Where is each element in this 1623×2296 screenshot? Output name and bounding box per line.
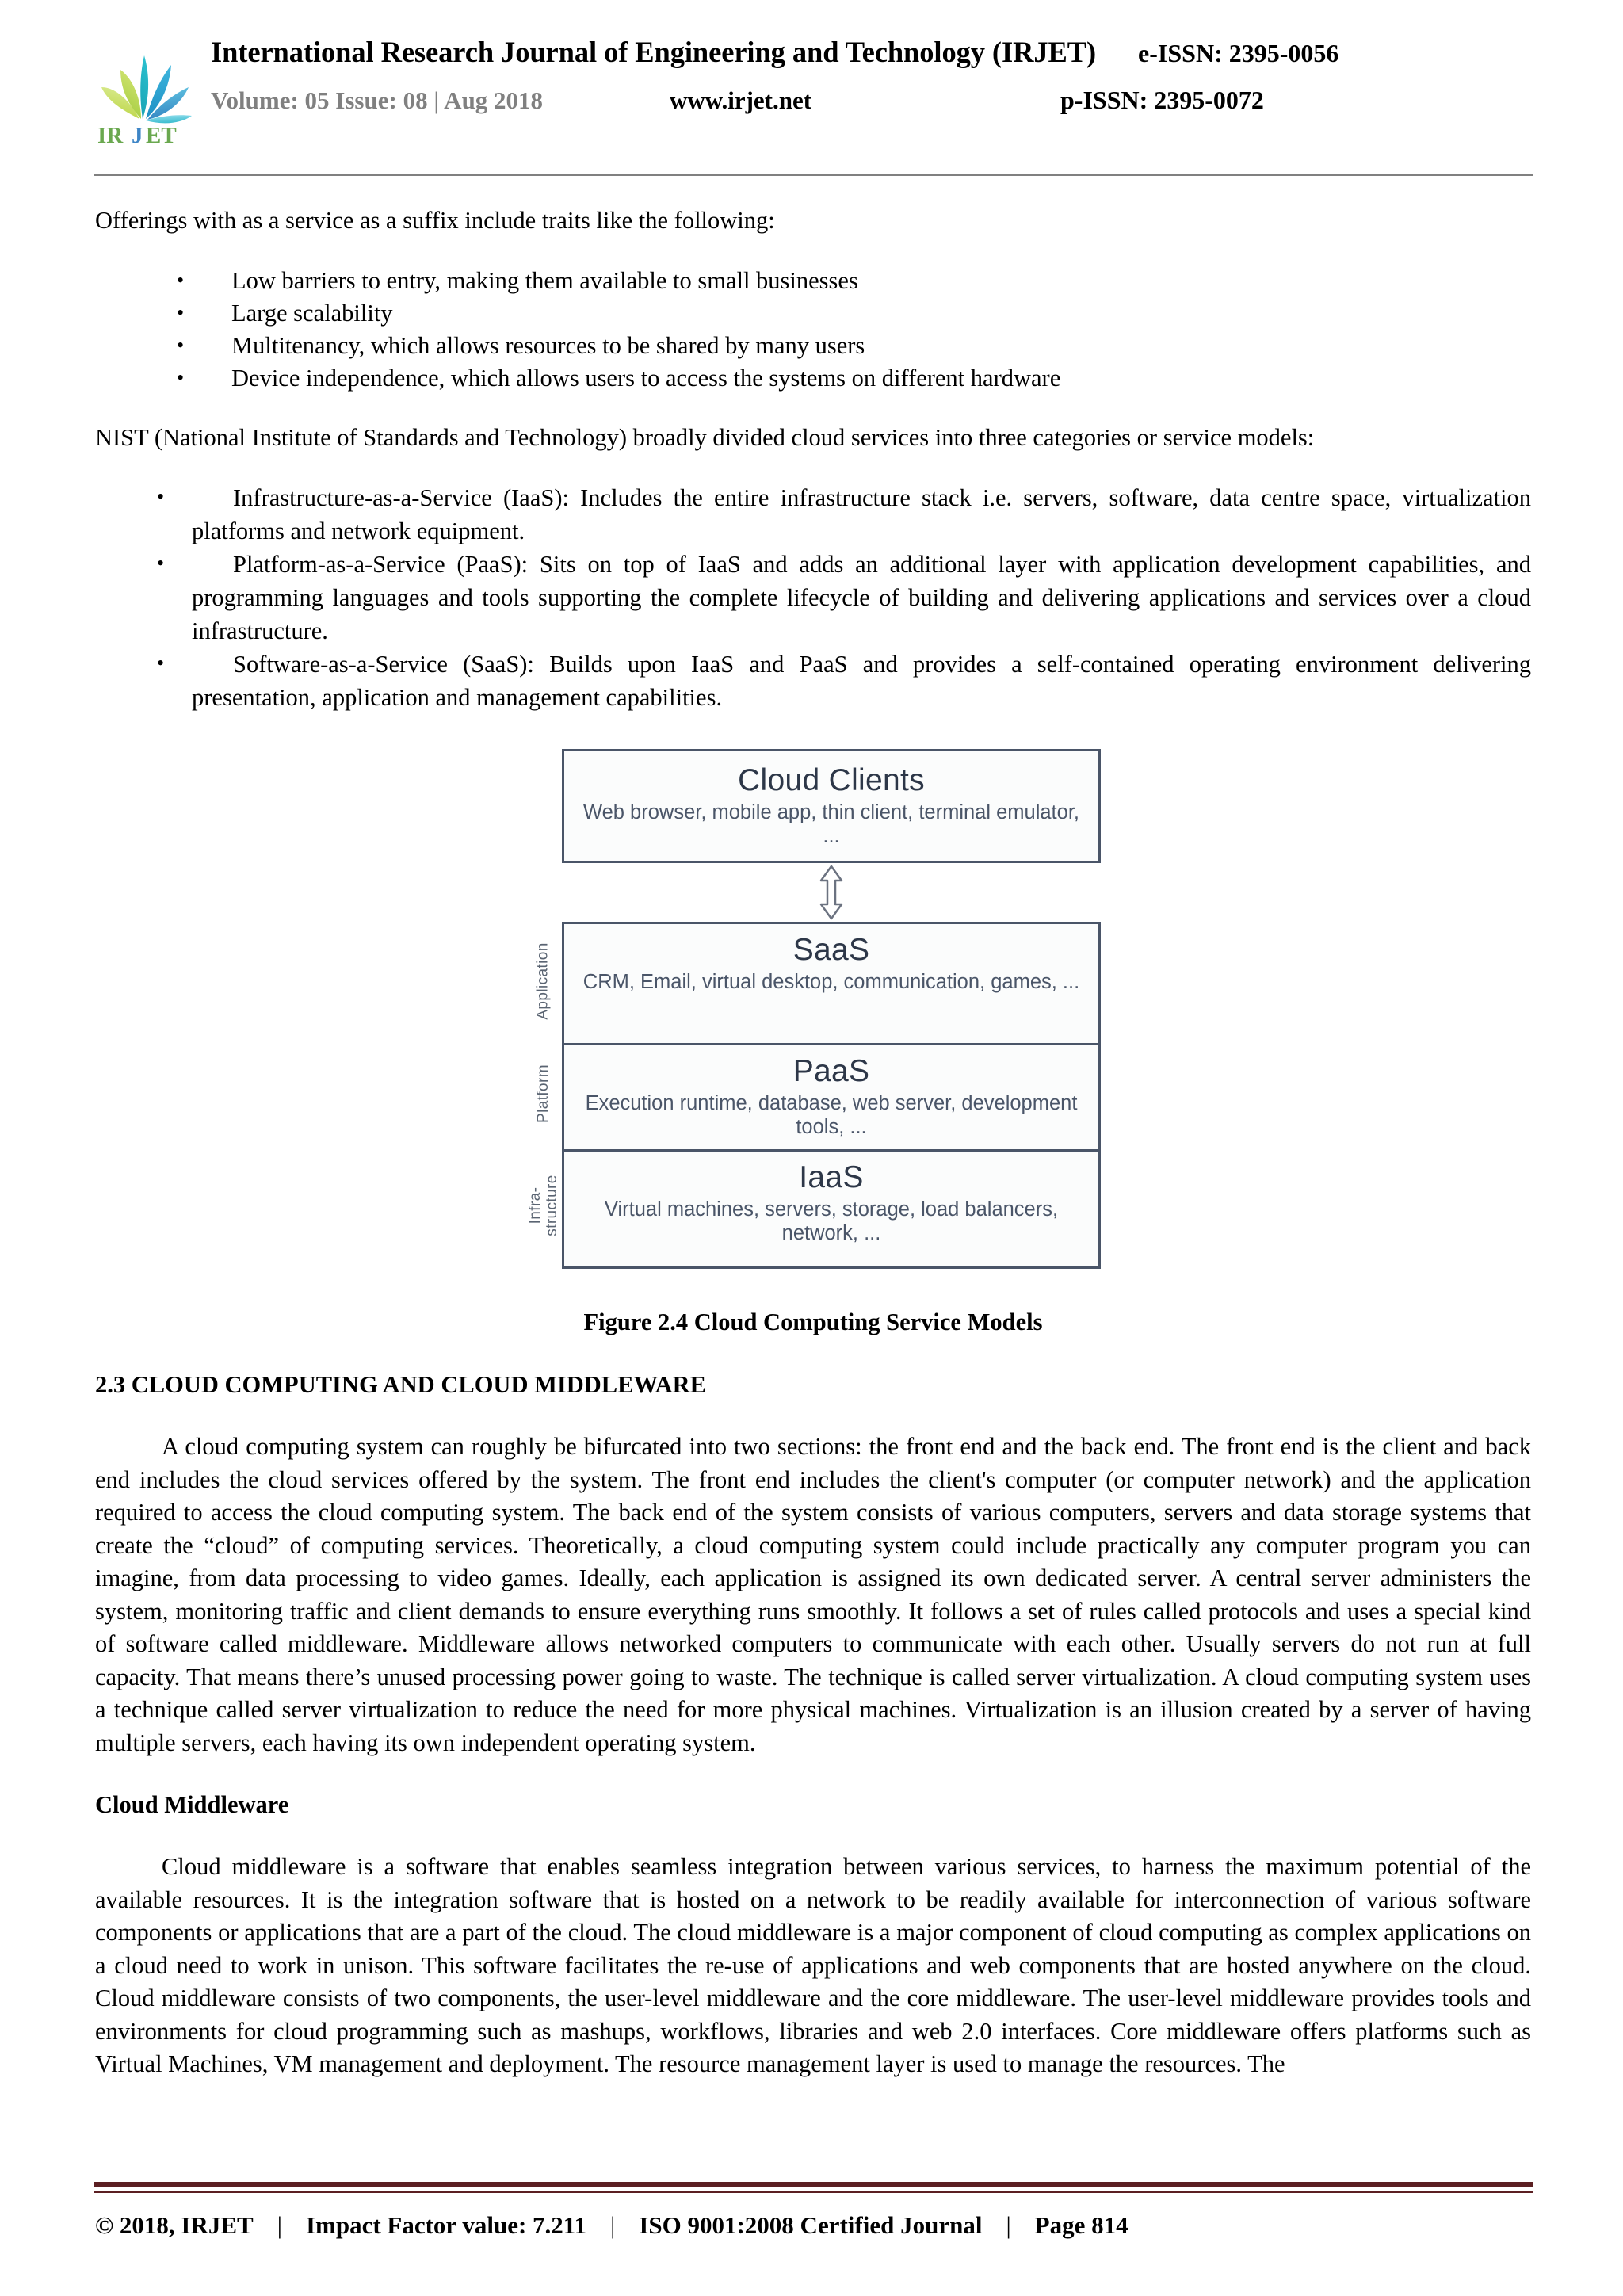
masthead-text xyxy=(211,35,1529,132)
figure-caption: Figure 2.4 Cloud Computing Service Models xyxy=(583,1308,1043,1335)
list-item: • Device independence, which allows users to access the systems on different hardware xyxy=(95,362,1531,395)
side-label-platform xyxy=(525,1041,562,1147)
side-label-application xyxy=(525,922,562,1041)
list-item: • Platform-as-a-Service (PaaS): Sits on top of IaaS and adds an additional layer with application development capabilities, and programming languages and tools supporting the complete lifecycle of building and delivering applications and services over a cloud infrastructure. xyxy=(95,548,1531,648)
paas-layer xyxy=(564,1043,1098,1149)
footer-separator: | xyxy=(1006,2211,1011,2239)
lead-paragraph: Offerings with as a service as a suffix include traits like the following: xyxy=(95,207,775,234)
cloud-middleware-paragraph: Cloud middleware is a software that enables seamless integration between various services, to harness the maximum potential of the available resources. It is the integration software that is hosted on a network to be readily available for interconnection of various software components or applications that are a part of the cloud. The cloud middleware is a major component of cloud computing as complex applications on a cloud need to work in unison. This software facilitates the re-use of applications and web components that are hosted anywhere on the cloud. Cloud middleware consists of two components, the user-level middleware and the core middleware. The user-level middleware provides tools and environments for cloud programming such as mashups, workflows, libraries and web 2.0 interfaces. Core middleware offers platforms such as Virtual Machines, VM management and deployment. The resource management layer is used to manage the resources. The xyxy=(95,1853,1531,2077)
spacer xyxy=(95,1819,1531,1851)
side-label-text: Platform xyxy=(535,1064,552,1123)
footer-separator: | xyxy=(277,2211,282,2239)
iaas-layer xyxy=(564,1149,1098,1266)
service-models-list xyxy=(95,481,1531,714)
service-layer-stack xyxy=(525,922,1101,1269)
footer-page-number: Page 814 xyxy=(1034,2211,1128,2239)
footer-rule-thick xyxy=(94,2182,1533,2187)
iaas-subtitle: Virtual machines, servers, storage, load balancers, network, ... xyxy=(604,1198,1059,1244)
saas-title: SaaS xyxy=(792,933,870,967)
side-label-text: Infra-structure xyxy=(527,1175,561,1236)
list-item: • Infrastructure-as-a-Service (IaaS): Includes the entire infrastructure stack i.e. servers, software, data centre space, virtualization platforms and network equipment. xyxy=(95,481,1531,548)
list-item: • Multitenancy, which allows resources to be shared by many users xyxy=(95,330,1531,362)
side-label-infrastructure xyxy=(525,1147,562,1264)
irjet-logo xyxy=(94,41,198,148)
iaas-title: IaaS xyxy=(799,1160,864,1194)
header-divider xyxy=(94,174,1533,176)
spacer xyxy=(95,238,1531,265)
section-2-3-paragraph: A cloud computing system can roughly be bifurcated into two sections: the front end and the back end. The front end is the client and back end includes the cloud services offered by the system. The front end includes the client's computer (or computer network) and the application required to access the cloud computing system. The back end of the system consists of various computers, servers and data storage systems that create the “cloud” of computing services. Theoretically, a cloud computing system could include practically any computer program you can imagine, from data processing to video games. Ideally, each application is assigned its own dedicated server. A central server administers the system, monitoring traffic and client demands to ensure everything runs smoothly. It follows a set of rules called protocols and uses a special kind of software called middleware. Middleware allows networked computers to communicate with each other. Usually servers do not run at full capacity. That means there’s unused processing power going to waste. The technique is called server virtualization. A cloud computing system uses a technique called server virtualization to reduce the need for more physical machines. Virtualization is an illusion created by a server of having multiple servers, each having its own independent operating system. xyxy=(95,1433,1531,1756)
p-issn: p-ISSN: 2395-0072 xyxy=(1060,86,1264,114)
spacer xyxy=(95,1269,1531,1308)
footer-rule-thin xyxy=(94,2191,1533,2193)
side-label-text: Application xyxy=(535,942,552,1020)
section-2-3-heading: 2.3 CLOUD COMPUTING AND CLOUD MIDDLEWARE xyxy=(95,1371,707,1398)
list-item: • Large scalability xyxy=(95,297,1531,330)
journal-website[interactable]: www.irjet.net xyxy=(670,86,812,114)
stack-side-labels xyxy=(525,922,562,1269)
page-header xyxy=(94,35,1529,152)
spacer xyxy=(95,1399,1531,1431)
saas-layer xyxy=(564,924,1098,1043)
cloud-service-models-diagram xyxy=(525,749,1101,1269)
cloud-clients-title: Cloud Clients xyxy=(738,763,925,797)
cloud-middleware-heading: Cloud Middleware xyxy=(95,1791,289,1818)
cloud-clients-subtitle: Web browser, mobile app, thin client, terminal emulator, ... xyxy=(583,801,1079,847)
svg-text:ET: ET xyxy=(146,123,177,148)
figure-2-4 xyxy=(95,749,1531,1269)
footer-iso: ISO 9001:2008 Certified Journal xyxy=(639,2211,983,2239)
footer-divider xyxy=(94,2182,1533,2193)
cloud-clients-box xyxy=(562,749,1101,863)
spacer xyxy=(95,1759,1531,1791)
nist-paragraph: NIST (National Institute of Standards and Technology) broadly divided cloud services into three categories or service models: xyxy=(95,423,1315,451)
spacer xyxy=(95,454,1531,481)
footer-separator: | xyxy=(610,2211,616,2239)
page-content xyxy=(95,204,1531,2081)
e-issn: e-ISSN: 2395-0056 xyxy=(1138,39,1339,67)
bidirectional-arrow xyxy=(562,863,1101,922)
footer-copyright: © 2018, IRJET xyxy=(95,2211,254,2239)
traits-list xyxy=(95,265,1531,395)
journal-title: International Research Journal of Engineering and Technology (IRJET) xyxy=(211,36,1097,68)
paas-subtitle: Execution runtime, database, web server, development tools, ... xyxy=(585,1092,1078,1138)
double-headed-vertical-arrow-icon xyxy=(815,865,847,920)
list-item: • Software-as-a-Service (SaaS): Builds upon IaaS and PaaS and provides a self-contained operating environment delivering presentation, application and management capabilities. xyxy=(95,648,1531,714)
list-item: • Low barriers to entry, making them available to small businesses xyxy=(95,265,1531,297)
footer-impact-factor: Impact Factor value: 7.211 xyxy=(305,2211,587,2239)
masthead-row-1 xyxy=(211,35,1529,79)
spacer xyxy=(95,395,1531,422)
saas-subtitle: CRM, Email, virtual desktop, communication, games, ... xyxy=(582,971,1080,993)
spacer xyxy=(95,714,1531,749)
svg-text:IR: IR xyxy=(97,123,124,148)
page-footer xyxy=(95,2211,1534,2240)
masthead-row-2 xyxy=(211,86,1529,132)
svg-text:J: J xyxy=(132,123,143,148)
paas-title: PaaS xyxy=(792,1054,870,1088)
volume-issue: Volume: 05 Issue: 08 | Aug 2018 xyxy=(211,86,544,114)
spacer xyxy=(95,1336,1531,1371)
irjet-logo-icon xyxy=(94,41,198,148)
layers-container xyxy=(562,922,1101,1269)
